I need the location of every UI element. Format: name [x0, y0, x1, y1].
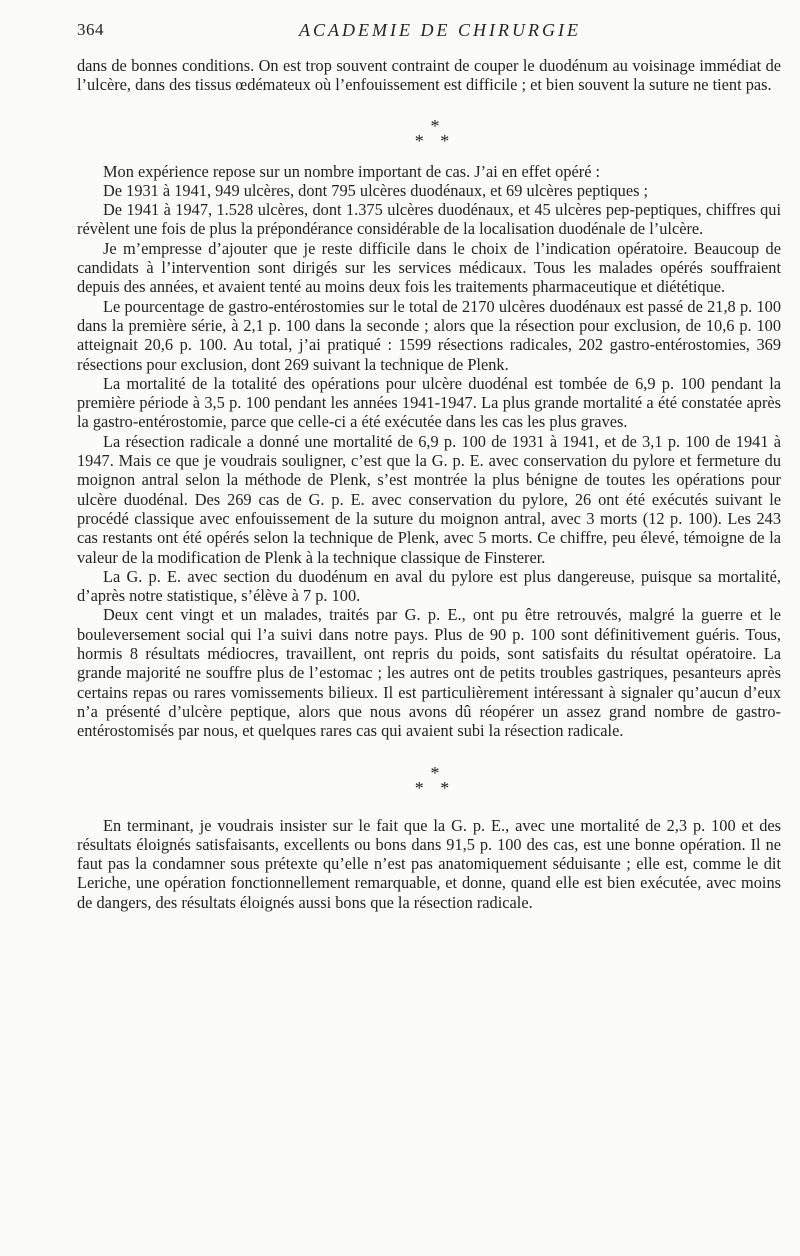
separator-star: * [430, 115, 440, 136]
paragraph: La résection radicale a donné une mortalité de 6,9 p. 100 de 1931 à 1941, et de 3,1 p. 100 de 1941 à 1947. Mais ce que je voudrais souligner, c’est que la G. p. E. avec conservation du pylore et fermeture du moignon antral selon la méthode de Plenk, s’est montrée la plus bénigne de toutes les opérations pour ulcère duodénal. Des 269 cas de G. p. E. avec conservation du pylore, 26 ont été exécutés suivant le procédé classique avec enfouissement de la suture du moignon antral, avec 3 morts (12 p. 100). Les 243 cas restants ont été opérés selon la technique de Plenk, avec 5 morts. Ce chiffre, peu élevé, témoigne de la valeur de la modification de Plenk à la technique classique de Finsterer. [77, 431, 781, 567]
separator-stars: * * [414, 777, 456, 798]
section-separator [77, 762, 781, 798]
paragraph: Mon expérience repose sur un nombre important de cas. J’ai en effet opéré : [103, 161, 601, 181]
paragraph: De 1931 à 1941, 949 ulcères, dont 795 ulcères duodénaux, et 69 ulcères peptiques ; [103, 180, 649, 200]
separator-stars: * * [414, 130, 456, 151]
paragraph: Je m’empresse d’ajouter que je reste difficile dans le choix de l’indication opératoire. Beaucoup de candidats à l’intervention sont dirigés sur les services médicaux. Tous les malades opérés souffraient depuis des années, et avaient tenté au moins deux fois les traitements pharmaceutique et diététique. [77, 238, 781, 297]
paragraph: De 1941 à 1947, 1.528 ulcères, dont 1.375 ulcères duodénaux, et 45 ulcères pep-peptiques, chiffres qui révèlent une fois de plus la prépondérance considérable de la localisation duodénale de l’ulcère. [77, 200, 781, 239]
paragraph: La G. p. E. avec section du duodénum en aval du pylore est plus dangereuse, puisque sa mortalité, d’après notre statistique, s’élève à 7 p. 100. [77, 566, 781, 606]
section-separator [77, 115, 781, 151]
body-text [77, 56, 781, 912]
paragraph: dans de bonnes conditions. On est trop souvent contraint de couper le duodénum au voisinage immédiat de l’ulcère, dans des tissus œdémateux où l’enfouissement est difficile ; et bien souvent la suture ne tient pas. [77, 56, 781, 95]
page-header [77, 18, 781, 46]
paragraph: Le pourcentage de gastro-entérostomies sur le total de 2170 ulcères duodénaux est passé de 21,8 p. 100 dans la première série, à 2,1 p. 100 dans la seconde ; alors que la résection pour exclusion, de 10,6 p. 100 atteignait 20,6 p. 100. Au total, j’ai pratiqué : 1599 résections radicales, 202 gastro-entérostomies, 369 résections pour exclusion, dont 269 suivant la technique de Plenk. [77, 296, 781, 374]
paragraph: La mortalité de la totalité des opérations pour ulcère duodénal est tombée de 6,9 p. 100 pendant la première période à 3,5 p. 100 pendant les années 1941-1947. La plus grande mortalité a été constatée après la gastro-entérostomie, parce que celle-ci a été exécutée dans les cas les plus graves. [77, 373, 781, 432]
running-head: ACADEMIE DE CHIRURGIE [299, 20, 581, 40]
paragraph: En terminant, je voudrais insister sur le fait que la G. p. E., avec une mortalité de 2,3 p. 100 et des résultats éloignés satisfaisants, excellents ou bons dans 91,5 p. 100 des cas, est une bonne opération. Il ne faut pas la condamner sous prétexte qu’elle n’est pas anatomiquement séduisante ; elle est, comme le dit Leriche, une opération fonctionnellement remarquable, et donne, quand elle est bien exécutée, avec moins de dangers, des résultats éloignés aussi bons que la résection radicale. [77, 815, 781, 912]
page-number: 364 [77, 20, 104, 39]
paragraph: Deux cent vingt et un malades, traités par G. p. E., ont pu être retrouvés, malgré la guerre et le bouleversement social qui l’a suivi dans notre pays. Plus de 90 p. 100 sont définitivement guéris. Tous, hormis 8 résultats médiocres, travaillent, ont repris du poids, sont satisfaits du résultat opératoire. La grande majorité ne souffre plus de l’estomac ; les autres ont de petits troubles gastriques, pesanteurs après certains repas ou rares vomissements bilieux. Il est particulièrement intéressant à signaler qu’aucun d’eux n’a présenté d’ulcère peptique, alors que nous avons dû réopérer un assez grand nombre de gastro-entérostomisés par nous, et quelques rares cas qui avaient subi la résection radicale. [77, 605, 781, 741]
document-page [77, 18, 781, 912]
separator-star: * [430, 762, 440, 783]
